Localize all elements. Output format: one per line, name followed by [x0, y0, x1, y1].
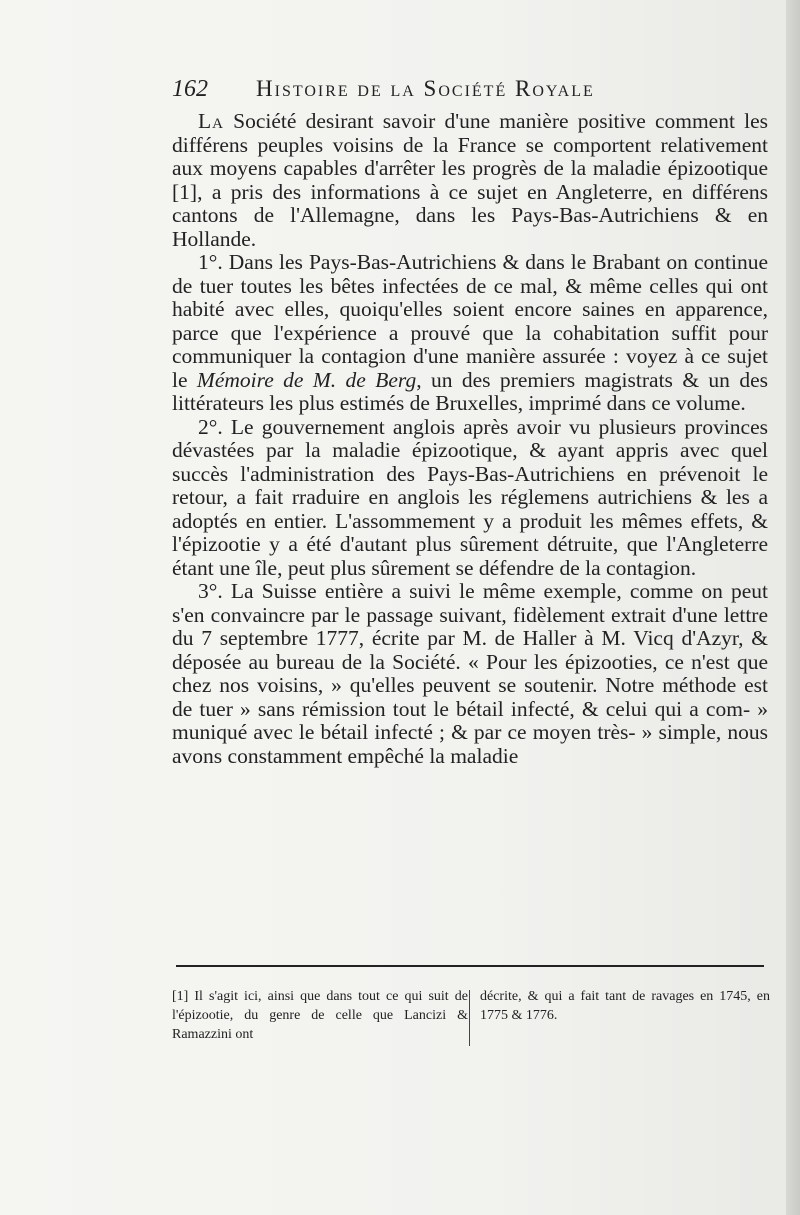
paragraph-2: 2°. Le gouvernement anglois après avoir vu plusieurs provinces dévastées par la maladie épizootique, & ayant appris avec quel succès l'administration des Pays-Bas-Autrichiens en prévenoit le retour, a fait rraduire en anglois les réglemens autrichiens & les a adoptés en entier. L'assommement y a produit les mêmes effets, & l'épizootie y a été d'autant plus sûrement détruite, que l'Angleterre étant une île, peut plus sûrement se défendre de la contagion. [172, 414, 768, 580]
paragraph-3: 3°. La Suisse entière a suivi le même exemple, comme on peut s'en convaincre par le passage suivant, fidèlement extrait d'une lettre du 7 septembre 1777, écrite par M. de Haller à M. Vicq d'Azyr, & déposée au bureau de la Société. « Pour les épizooties, ce n'est que chez nos voisins, » qu'elles peuvent se soutenir. Notre méthode est de tuer » sans rémission tout le bétail infecté, & celui qui a com- » muniqué avec le bétail infecté ; & par ce moyen très- » simple, nous avons constamment empêché la maladie [172, 579, 768, 768]
opening-word: La [198, 109, 224, 133]
page-header [172, 76, 692, 106]
paragraph-1 [172, 251, 768, 416]
footnote-right-column: décrite, & qui a fait tant de ravages en 1745, en 1775 & 1776. [480, 989, 770, 1023]
paragraph-intro [172, 110, 768, 251]
memoire-title: Mémoire de M. de Berg [196, 367, 417, 392]
main-text [172, 110, 768, 768]
footnote-rule [176, 965, 764, 967]
running-head: Histoire de la Société Royale [256, 76, 595, 101]
paragraph-1-text-a: 1°. Dans les Pays-Bas-Autrichiens & dans le Brabant on continue de tuer toutes les bêtes infectées de ce mal, & même celles qui ont habité avec elles, quoiqu'elles soient encore saines en apparence, parce que l'expérience a prouvé que la cohabitation suffit pour communiquer la contagion d'une manière assurée : voyez à ce sujet le [172, 250, 768, 392]
footnote-column-divider [469, 990, 470, 1046]
page-number: 162 [172, 76, 208, 102]
footnote-left-column: [1] Il s'agit ici, ainsi que dans tout ce qui suit de l'épizootie, du genre de celle que Lancizi & Ramazzini ont [172, 989, 468, 1042]
paragraph-1-text-b: , un des premiers magistrats & un des littérateurs les plus estimés de Bruxelles, imprimé dans ce volume. [172, 367, 768, 415]
page-edge-shadow [786, 0, 800, 1215]
paragraph-intro-text: Société desirant savoir d'une manière positive comment les différens peuples voisins de la France se comportent relativement aux moyens capables d'arrêter les progrès de la maladie épizootique [1], a pris des informations à ce sujet en Angleterre, en différens cantons de l'Allemagne, dans les Pays-Bas-Autrichiens & en Hollande. [172, 109, 768, 251]
